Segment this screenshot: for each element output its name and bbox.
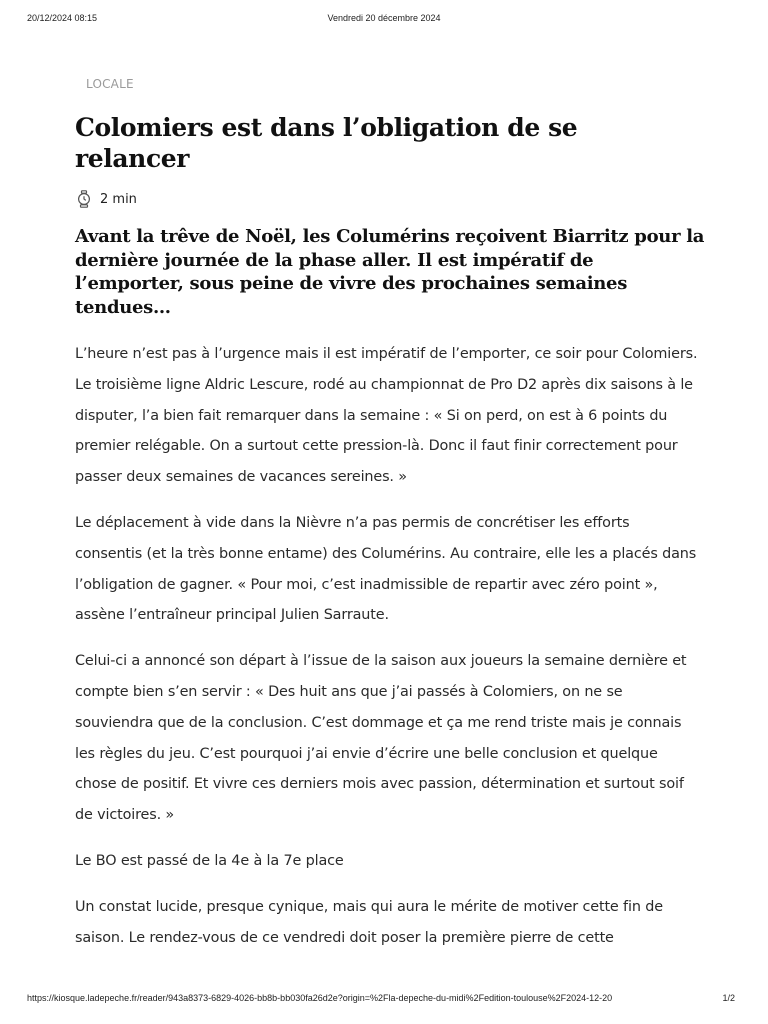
article-paragraph: Le déplacement à vide dans la Nièvre n’a pas permis de concrétiser les efforts consentis (et la très bonne entame) des Columérins. Au contraire, elle les a placés dans l’obligation de gagner. « Pour moi, c’est inadmissible de repartir avec zéro point », assène l’entraîneur principal Julien Sarraute. [75,514,697,624]
print-header [0,13,768,27]
article-paragraph: Un constat lucide, presque cynique, mais qui aura le mérite de motiver cette fin de saison. Le rendez-vous de ce vendredi doit poser la première pierre de cette [75,898,663,946]
article-body [75,339,700,968]
article-lead: Avant la trêve de Noël, les Columérins reçoivent Biarritz pour la dernière journée de la phase aller. Il est impératif de l’emporter, sous peine de vivre des prochaines semaines tendues… [75,226,705,318]
article-paragraph: L’heure n’est pas à l’urgence mais il est impératif de l’emporter, ce soir pour Colomiers. Le troisième ligne Aldric Lescure, rodé au championnat de Pro D2 après dix saisons à le disputer, l’a bien fait remarquer dans la semaine : « Si on perd, on est à 6 points du premier relégable. On a surtout cette pression-là. Donc il faut finir correctement pour passer deux semaines de vacances sereines. » [75,346,698,486]
print-url[interactable]: https://kiosque.ladepeche.fr/reader/943a8373-6829-4026-bb8b-bb030fa26d2e?origin=%2Fla-depeche-du-midi%2Fedition-toulouse%2F2024-12-20 [27,993,613,1003]
read-time [76,189,137,209]
article-category[interactable]: LOCALE [86,77,134,91]
stopwatch-icon [76,190,92,208]
article-subheading: Le BO est passé de la 4e à la 7e place [75,852,344,869]
print-page-number: 1/2 [722,993,735,1003]
print-date-label: Vendredi 20 décembre 2024 [327,13,441,23]
read-time-label: 2 min [100,191,137,207]
print-datetime: 20/12/2024 08:15 [27,13,98,23]
article-title: Colomiers est dans l’obligation de se relancer [75,113,578,173]
print-footer [0,993,768,1007]
article-paragraph: Celui-ci a annoncé son départ à l’issue de la saison aux joueurs la semaine dernière et compte bien s’en servir : « Des huit ans que j’ai passés à Colomiers, on ne se souviendra que de la conclusion. C’est dommage et ça me rend triste mais je connais les règles du jeu. C’est pourquoi j’ai envie d’écrire une belle conclusion et quelque chose de positif. Et vivre ces derniers mois avec passion, détermination et surtout soif de victoires. » [75,653,687,824]
